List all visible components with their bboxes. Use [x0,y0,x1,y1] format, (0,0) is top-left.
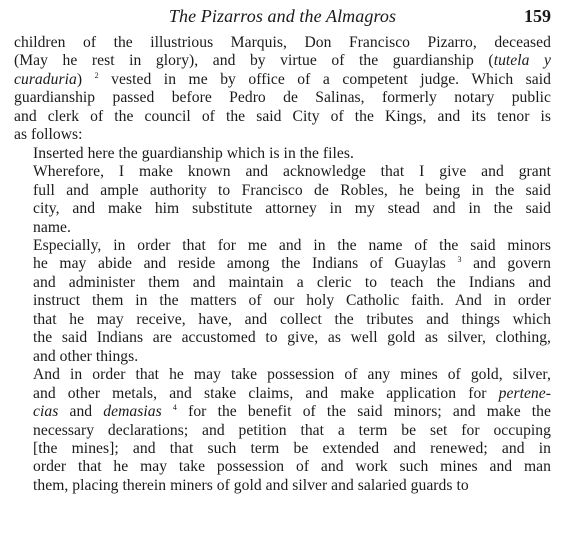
italic-term: demasias [103,403,162,421]
text-line: necessary declarations; and petition that a term be set for occuping [33,421,551,439]
text-line: And in order that he may take possession of any mines of gold, silver, [33,366,551,384]
text-line: guardianship passed before Pedro de Salinas, formerly notary public [14,89,551,107]
text-line: city, and make him substitute attorney in my stead and in the said [33,200,551,218]
italic-term: tutela y [493,52,552,70]
text-line: the said Indians are accustomed to give, as well gold as silver, clothing, [33,329,551,347]
italic-term: curaduria [14,70,77,88]
text-line: as follows: [14,126,83,144]
text-line: curaduria) $^2$ vested in me by office of a competent judge. Which said [14,70,551,88]
text-line: full and ample authority to Francisco de Robles, he being in the said [33,181,551,199]
paragraph [14,163,551,237]
text-line: and clerk of the council of the said City of the Kings, and its tenor is [14,107,551,125]
text-line: and other metals, and stake claims, and make application for pertene- [33,384,551,402]
text-line: children of the illustrious Marquis, Don Francisco Pizarro, deceased [14,34,551,51]
text-line: Wherefore, I make known and acknowledge that I give and grant [33,163,551,181]
text-line: and administer them and maintain a cleric to teach the Indians and [33,273,551,291]
footnote-marker: 2 [94,70,99,80]
paragraph [14,366,551,495]
text-line: name. [33,218,71,236]
paragraph [14,34,551,145]
footnote-marker: 3 [457,255,462,265]
footnote-marker: 4 [172,402,177,412]
text-line: [the mines]; and that such term be extended and renewed; and in [33,439,551,457]
text-line: that he may receive, have, and collect the tributes and things which [33,310,551,328]
body-text [14,34,551,495]
paragraph [14,237,551,366]
text-line: and other things. [33,347,139,365]
paragraph [14,145,551,163]
text-line: order that he may take possession of and work such mines and man [33,458,551,476]
page-number: 159 [524,6,551,26]
text-line: instruct them in the matters of our holy Catholic faith. And in order [33,292,551,310]
text-line: (May he rest in glory), and by virtue of the guardianship (tutela y [14,52,552,70]
text-line: he may abide and reside among the Indians of Guaylas $^3$ and govern [33,255,552,273]
page-header [14,6,551,34]
italic-term: cias [33,403,59,421]
document-page [14,6,551,495]
text-line: Inserted here the guardianship which is in the files. [33,144,354,162]
italic-term: pertene- [498,384,551,402]
text-line: Especially, in order that for me and in the name of the said minors [33,236,551,254]
text-line: them, placing therein miners of gold and silver and salaried guards to [33,476,469,494]
text-line: cias and demasias $^4$ for the benefit of the said minors; and make the [33,402,552,421]
running-title: The Pizarros and the Almagros [168,6,397,26]
